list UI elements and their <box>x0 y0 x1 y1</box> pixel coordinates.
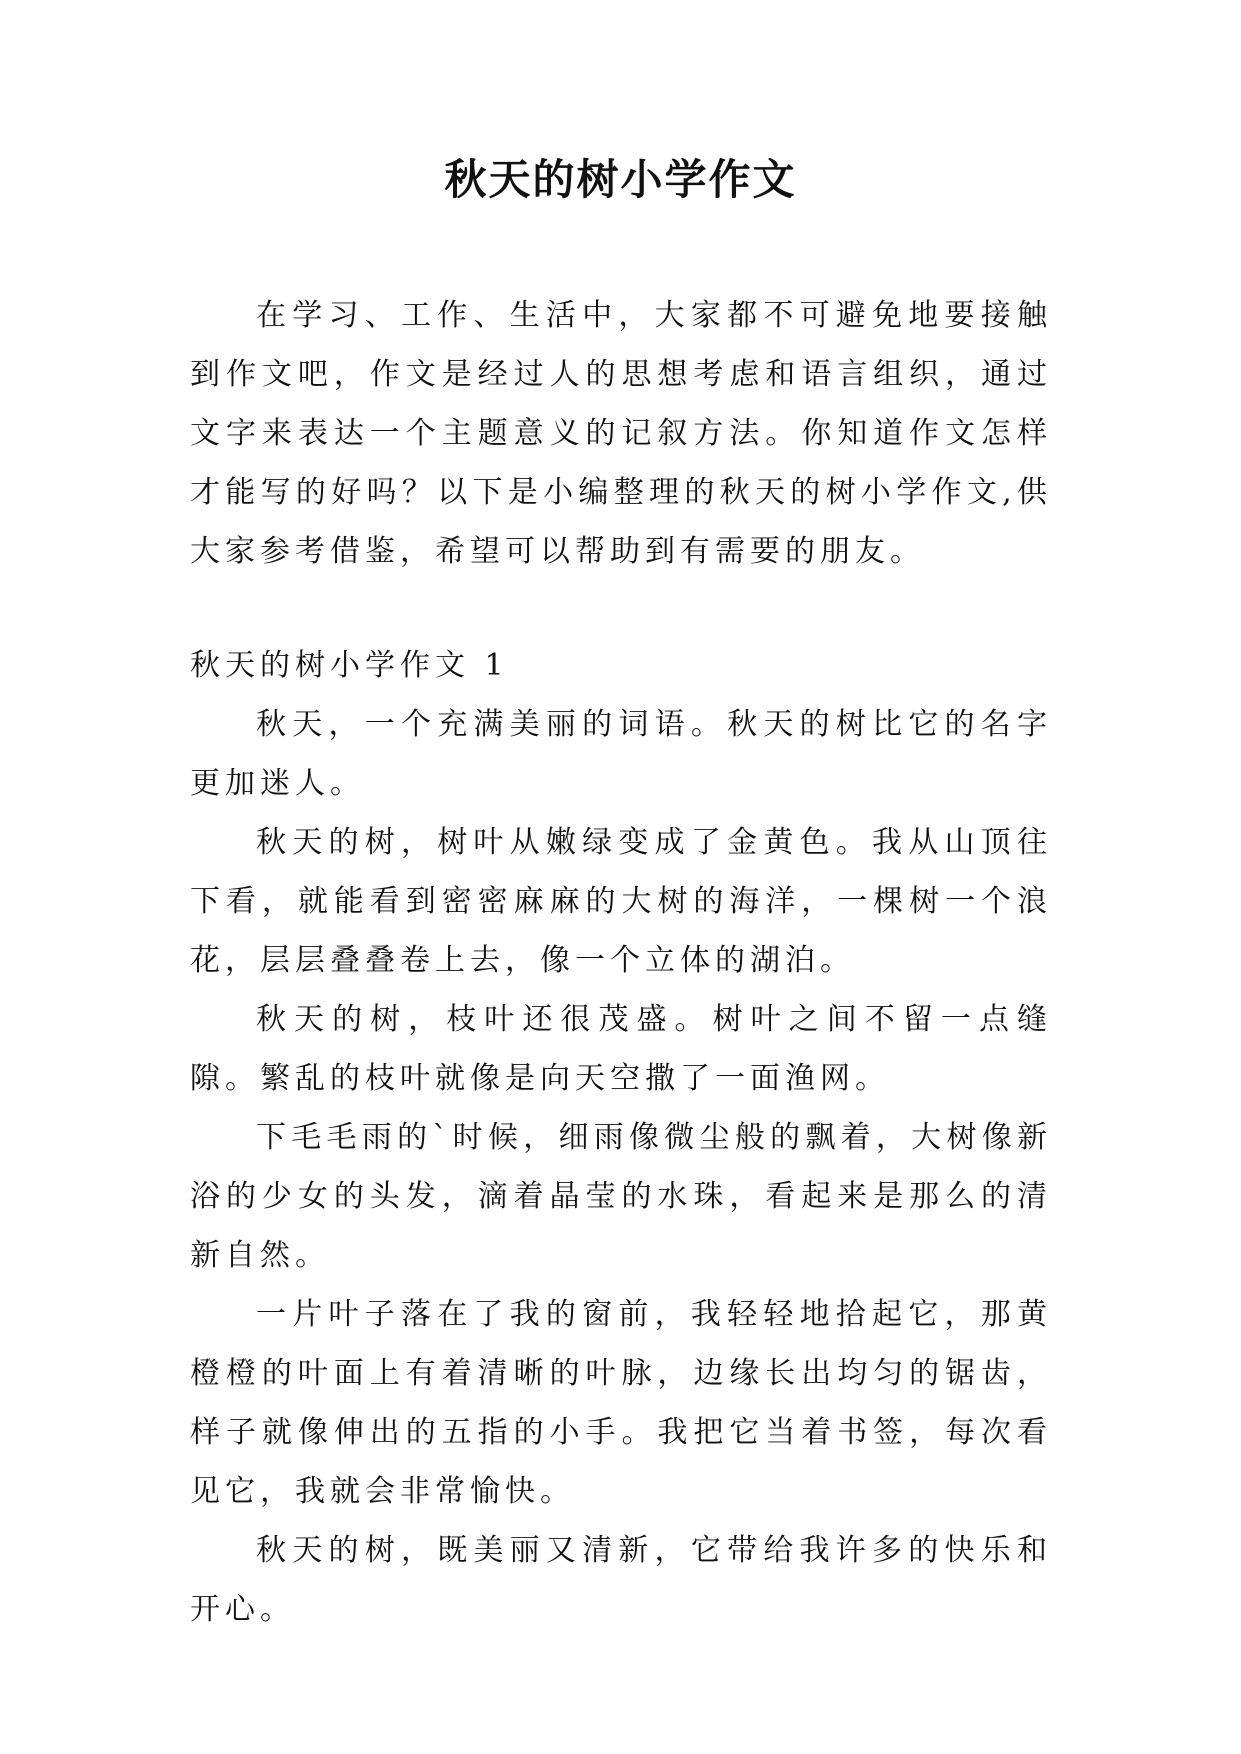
essay-section <box>190 636 1052 1639</box>
intro-paragraph: 在学习、工作、生活中，大家都不可避免地要接触到作文吧，作文是经过人的思想考虑和语言组织，通过文字来表达一个主题意义的记叙方法。你知道作文怎样才能写的好吗？以下是小编整理的秋天的树小学作文,供大家参考借鉴，希望可以帮助到有需要的朋友。 <box>190 298 1052 569</box>
essay-paragraph: 下毛毛雨的`时候，细雨像微尘般的飘着，大树像新浴的少女的头发，滴着晶莹的水珠，看起来是那么的清新自然。 <box>190 1120 1052 1273</box>
essay-paragraph: 秋天的树，枝叶还很茂盛。树叶之间不留一点缝隙。繁乱的枝叶就像是向天空撒了一面渔网。 <box>190 1002 1052 1096</box>
essay-paragraph: 一片叶子落在了我的窗前，我轻轻地拾起它，那黄橙橙的叶面上有着清晰的叶脉，边缘长出均匀的锯齿，样子就像伸出的五指的小手。我把它当着书签，每次看见它，我就会非常愉快。 <box>190 1297 1052 1509</box>
essay-paragraph: 秋天的树，既美丽又清新，它带给我许多的快乐和开心。 <box>190 1533 1052 1627</box>
essay-paragraph: 秋天，一个充满美丽的词语。秋天的树比它的名字更加迷人。 <box>190 707 1052 801</box>
document-title: 秋天的树小学作文 <box>444 155 797 204</box>
essay-paragraph: 秋天的树，树叶从嫩绿变成了金黄色。我从山顶往下看，就能看到密密麻麻的大树的海洋，一棵树一个浪花，层层叠叠卷上去，像一个立体的湖泊。 <box>190 825 1052 978</box>
section-heading: 秋天的树小学作文 1 <box>190 648 509 683</box>
